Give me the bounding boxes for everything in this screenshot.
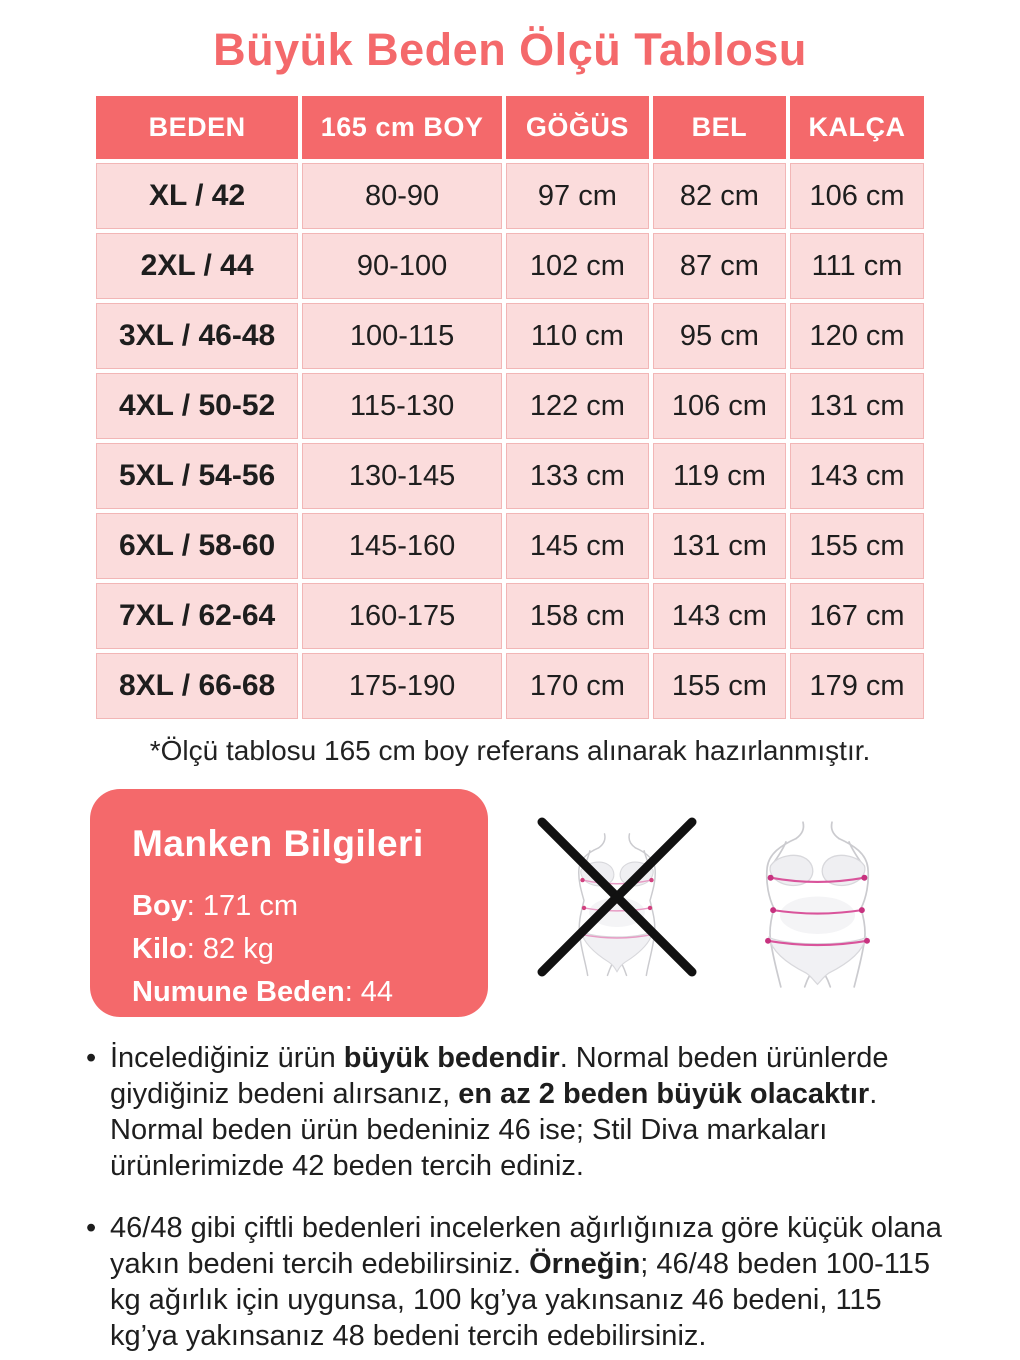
measurement-cell: 133 cm <box>506 443 649 509</box>
measurement-cell: 100-115 <box>302 303 502 369</box>
size-cell: 6XL / 58-60 <box>96 513 298 579</box>
measurement-cell: 110 cm <box>506 303 649 369</box>
model-info-card <box>90 789 488 1017</box>
column-header: GÖĞÜS <box>506 96 649 159</box>
measurement-cell: 155 cm <box>790 513 924 579</box>
model-info-fields <box>132 885 446 1014</box>
measurement-cell: 87 cm <box>653 233 786 299</box>
measurement-cell: 120 cm <box>790 303 924 369</box>
model-info-field: Boy: 171 cm <box>132 890 299 922</box>
measurement-cell: 155 cm <box>653 653 786 719</box>
column-header: BEL <box>653 96 786 159</box>
measurement-cell: 143 cm <box>653 583 786 649</box>
measurement-cell: 167 cm <box>790 583 924 649</box>
slim-body-figure <box>562 800 672 1010</box>
table-row <box>96 233 924 299</box>
measurement-cell: 111 cm <box>790 233 924 299</box>
measurement-cell: 119 cm <box>653 443 786 509</box>
measurement-cell: 80-90 <box>302 163 502 229</box>
note-item: • 46/48 gibi çiftli bedenleri incelerken ağırlığınıza göre küçük olana yakın bedeni tercih edebilirsiniz. Örneğin; 46/48 beden 100-115 kg ağırlık için uygunsa, 100 kg’ya yakınsanız 46 bedeni, 115 kg’ya yakınsanız 48 bedeni tercih edebilirsiniz. <box>86 1210 944 1354</box>
model-info-title: Manken Bilgileri <box>132 823 424 864</box>
size-table-header-row <box>96 96 924 159</box>
measurement-cell: 170 cm <box>506 653 649 719</box>
model-info-field: Kilo: 82 kg <box>132 933 274 965</box>
measurement-cell: 95 cm <box>653 303 786 369</box>
measurement-cell: 131 cm <box>653 513 786 579</box>
table-row <box>96 653 924 719</box>
column-header: BEDEN <box>96 96 298 159</box>
table-row <box>96 443 924 509</box>
size-cell: 8XL / 66-68 <box>96 653 298 719</box>
size-cell: 4XL / 50-52 <box>96 373 298 439</box>
size-table <box>92 92 928 723</box>
measurement-cell: 122 cm <box>506 373 649 439</box>
measurement-cell: 102 cm <box>506 233 649 299</box>
table-row <box>96 163 924 229</box>
measurement-cell: 115-130 <box>302 373 502 439</box>
measurement-cell: 106 cm <box>790 163 924 229</box>
measurement-cell: 131 cm <box>790 373 924 439</box>
measurement-cell: 160-175 <box>302 583 502 649</box>
measurement-cell: 158 cm <box>506 583 649 649</box>
size-cell: 3XL / 46-48 <box>96 303 298 369</box>
size-cell: XL / 42 <box>96 163 298 229</box>
slim-body-crossed-out-icon <box>562 800 672 1010</box>
measurement-cell: 90-100 <box>302 233 502 299</box>
measurement-cell: 145-160 <box>302 513 502 579</box>
measurement-cell: 97 cm <box>506 163 649 229</box>
measurement-cell: 106 cm <box>653 373 786 439</box>
measurement-cell: 130-145 <box>302 443 502 509</box>
table-row <box>96 303 924 369</box>
table-row <box>96 373 924 439</box>
size-cell: 7XL / 62-64 <box>96 583 298 649</box>
plus-size-body-icon <box>745 800 890 1010</box>
plus-size-body-figure <box>745 800 890 1010</box>
measurement-cell: 175-190 <box>302 653 502 719</box>
size-table-body <box>96 163 924 719</box>
column-header: 165 cm BOY <box>302 96 502 159</box>
size-cell: 5XL / 54-56 <box>96 443 298 509</box>
size-cell: 2XL / 44 <box>96 233 298 299</box>
measurement-cell: 143 cm <box>790 443 924 509</box>
model-info-field: Numune Beden: 44 <box>132 976 394 1008</box>
notes-list <box>86 1040 944 1360</box>
table-footnote: *Ölçü tablosu 165 cm boy referans alınarak hazırlanmıştır. <box>149 735 871 766</box>
measurement-cell: 82 cm <box>653 163 786 229</box>
measurement-figures <box>540 800 920 1015</box>
table-row <box>96 583 924 649</box>
column-header: KALÇA <box>790 96 924 159</box>
measurement-cell: 145 cm <box>506 513 649 579</box>
table-row <box>96 513 924 579</box>
measurement-cell: 179 cm <box>790 653 924 719</box>
page-title: Büyük Beden Ölçü Tablosu <box>213 24 807 75</box>
note-item: • İncelediğiniz ürün büyük bedendir. Normal beden ürünlerde giydiğiniz bedeni alırsanız, en az 2 beden büyük olacaktır. Normal beden ürün bedeniniz 46 ise; Stil Diva markaları ürünlerimizde 42 beden tercih ediniz. <box>86 1040 944 1184</box>
